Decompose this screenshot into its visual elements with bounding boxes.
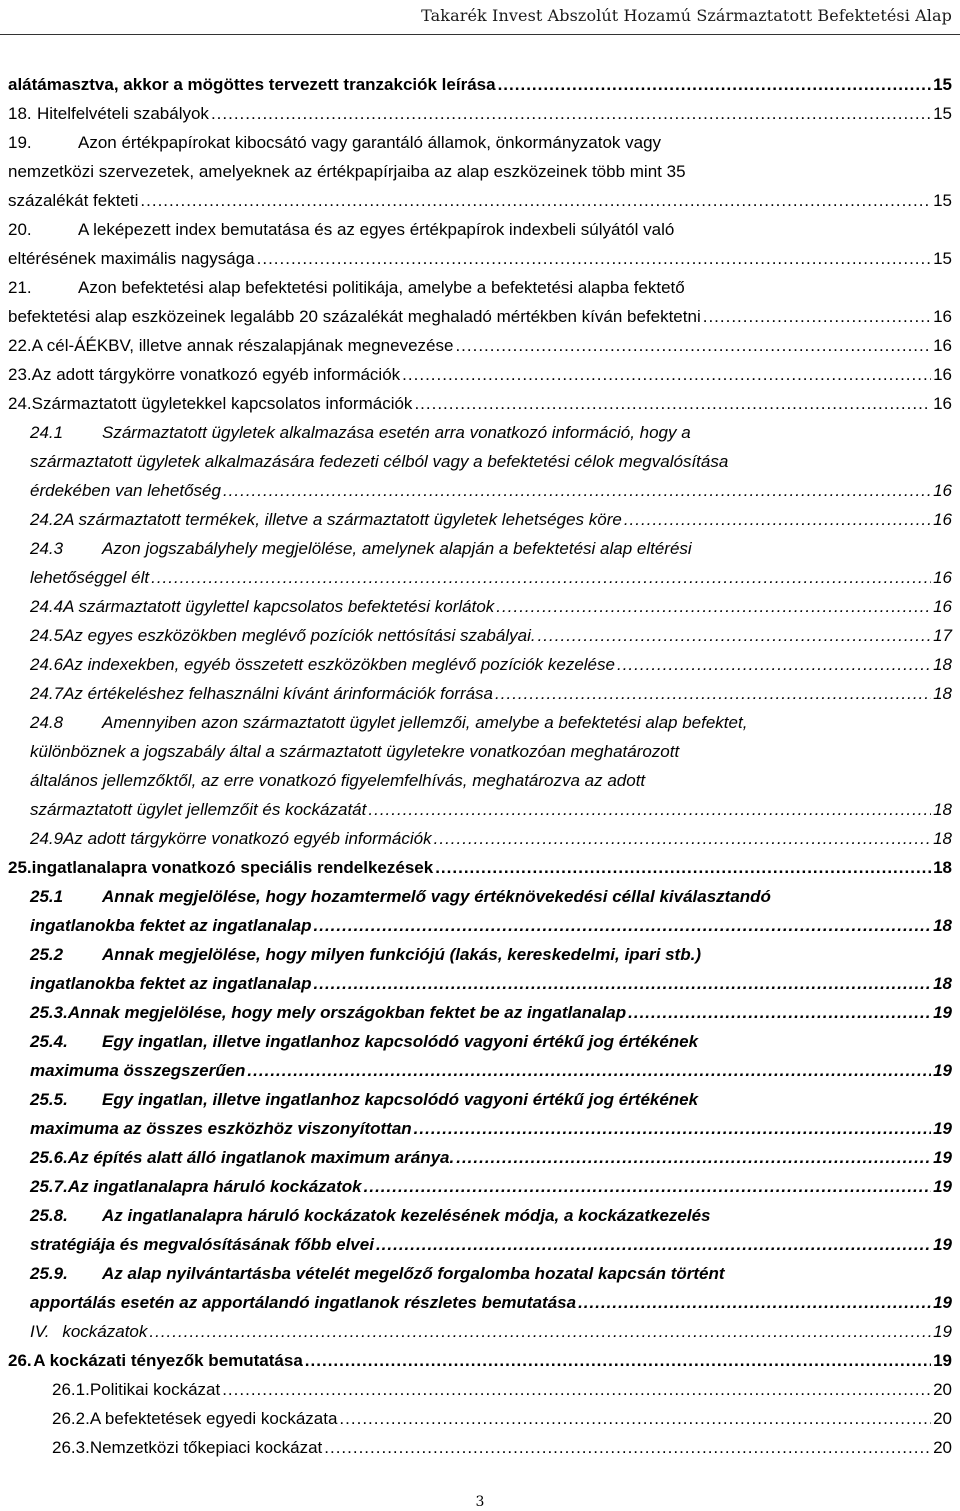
- toc-entry-title: maximuma összegszerűen: [30, 1061, 246, 1080]
- toc-dot-leader: [434, 824, 931, 853]
- toc-entry-number: 20.: [8, 220, 32, 239]
- toc-page-number[interactable]: 18: [933, 858, 952, 877]
- toc-dot-leader: [414, 389, 931, 418]
- toc-entry[interactable]: [0, 273, 960, 331]
- toc-entry-title: A származtatott termékek, illetve a származtatott ügyletek lehetséges köre: [63, 510, 622, 529]
- toc-entry-line: [30, 1259, 952, 1288]
- toc-entry-line: [30, 1230, 952, 1259]
- toc-entry[interactable]: [0, 1201, 960, 1259]
- toc-entry[interactable]: [0, 70, 960, 99]
- toc-entry[interactable]: [0, 679, 960, 708]
- toc-entry-title: ingatlanokba fektet az ingatlanalap: [30, 974, 312, 993]
- toc-dot-leader: [314, 911, 932, 940]
- toc-entry-line: [8, 128, 952, 157]
- toc-page-number[interactable]: 19: [933, 1119, 952, 1138]
- toc-entry-title: Az egyes eszközökben meglévő pozíciók nettósítási szabályai.: [63, 626, 536, 645]
- toc-entry-line: [8, 302, 952, 331]
- toc-entry-number: 26.1.: [52, 1380, 90, 1399]
- toc-page-number[interactable]: 18: [933, 974, 952, 993]
- toc-page-number[interactable]: 15: [933, 104, 952, 123]
- toc-page-number[interactable]: 19: [933, 1293, 952, 1312]
- toc-entry-title: érdekében van lehetőség: [30, 481, 221, 500]
- toc-entry[interactable]: [0, 1259, 960, 1317]
- toc-dot-leader: [538, 621, 932, 650]
- toc-page-number[interactable]: 18: [933, 684, 952, 703]
- toc-entry-title: lehetőséggel élt: [30, 568, 150, 587]
- toc-dot-leader: [402, 360, 931, 389]
- toc-dot-leader: [617, 650, 931, 679]
- toc-entry-number: 21.: [8, 278, 32, 297]
- toc-entry-number: 24.: [8, 394, 32, 413]
- toc-entry-number: 25.2: [30, 945, 64, 964]
- toc-entry[interactable]: [0, 998, 960, 1027]
- toc-entry[interactable]: [0, 592, 960, 621]
- toc-entry-title: Amennyiben azon származtatott ügylet jellemzői, amelybe a befektetési alap befektet,: [102, 713, 748, 732]
- toc-entry-title: apportálás esetén az apportálandó ingatlanok részletes bemutatása: [30, 1293, 577, 1312]
- toc-entry-title: stratégiája és megvalósításának főbb elvei: [30, 1235, 374, 1254]
- toc-entry[interactable]: [0, 360, 960, 389]
- toc-dot-leader: [628, 998, 931, 1027]
- toc-entry-number: 24.7: [30, 684, 64, 703]
- toc-dot-leader: [247, 1056, 931, 1085]
- toc-entry-line: [30, 476, 952, 505]
- toc-entry-line: [30, 824, 952, 853]
- toc-entry-title: A kockázati tényezők bemutatása: [33, 1351, 303, 1370]
- toc-entry-number: 24.3: [30, 539, 64, 558]
- toc-entry[interactable]: [0, 650, 960, 679]
- toc-entry[interactable]: [0, 215, 960, 273]
- toc-entry-number: 25.: [8, 858, 32, 877]
- toc-page-number[interactable]: 19: [933, 1322, 952, 1341]
- toc-entry-line: [30, 969, 952, 998]
- toc-dot-leader: [257, 244, 931, 273]
- toc-dot-leader: [455, 331, 931, 360]
- toc-entry-line: [30, 1056, 952, 1085]
- toc-entry-line: [8, 1346, 952, 1375]
- toc-entry-line: [8, 853, 952, 882]
- toc-entry[interactable]: [0, 1346, 960, 1375]
- toc-entry-title: Egy ingatlan, illetve ingatlanhoz kapcsolódó vagyoni értékű jog értékének: [102, 1032, 699, 1051]
- toc-entry-line: [30, 1201, 952, 1230]
- toc-entry[interactable]: [0, 505, 960, 534]
- toc-entry-title: Származtatott ügyletekkel kapcsolatos információk: [31, 394, 413, 413]
- toc-dot-leader: [324, 1433, 931, 1462]
- toc-entry[interactable]: [0, 1143, 960, 1172]
- toc-dot-leader: [435, 853, 931, 882]
- toc-entry-line: [30, 708, 952, 737]
- table-of-contents: [0, 70, 960, 1462]
- toc-entry-number: 26.3.: [52, 1438, 90, 1457]
- toc-entry-line: [8, 215, 952, 244]
- toc-entry-line: [8, 157, 952, 186]
- toc-entry-title: Az ingatlanalapra háruló kockázatok: [67, 1177, 362, 1196]
- toc-entry[interactable]: [0, 1027, 960, 1085]
- toc-dot-leader: [149, 1317, 931, 1346]
- toc-entry-line: [30, 505, 952, 534]
- toc-dot-leader: [364, 1172, 931, 1201]
- toc-entry-number: 25.8.: [30, 1206, 68, 1225]
- toc-entry[interactable]: [0, 534, 960, 592]
- toc-dot-leader: [305, 1346, 931, 1375]
- toc-entry[interactable]: [0, 621, 960, 650]
- toc-entry-line: [30, 1317, 952, 1346]
- toc-entry-title: nemzetközi szervezetek, amelyeknek az értékpapírjaiba az alap eszközeinek több mint 35: [8, 162, 686, 181]
- toc-entry-line: [30, 1143, 952, 1172]
- toc-entry-line: [8, 186, 952, 215]
- toc-entry[interactable]: [0, 331, 960, 360]
- toc-entry-title: általános jellemzőktől, az erre vonatkozó figyelemfelhívás, meghatározva az adott: [30, 771, 646, 790]
- toc-entry-line: [30, 447, 952, 476]
- toc-dot-leader: [456, 1143, 931, 1172]
- toc-entry-title: százalékát fekteti: [8, 191, 139, 210]
- toc-entry[interactable]: [0, 1433, 960, 1462]
- toc-page-number[interactable]: 19: [933, 1235, 952, 1254]
- toc-entry-line: [30, 940, 952, 969]
- toc-entry-number: 24.9: [30, 829, 64, 848]
- toc-page-number[interactable]: 19: [933, 1003, 952, 1022]
- toc-entry-title: ingatlanalapra vonatkozó speciális rendelkezések: [31, 858, 434, 877]
- toc-entry-title: különböznek a jogszabály által a származtatott ügyletekre vonatkozóan meghatározott: [30, 742, 680, 761]
- toc-page-number[interactable]: 16: [933, 481, 952, 500]
- toc-entry[interactable]: [0, 853, 960, 882]
- toc-dot-leader: [211, 99, 931, 128]
- toc-entry-line: [8, 360, 952, 389]
- toc-entry-number: 25.9.: [30, 1264, 68, 1283]
- toc-entry-title: A származtatott ügylettel kapcsolatos befektetési korlátok: [63, 597, 495, 616]
- toc-entry-line: [30, 1288, 952, 1317]
- toc-dot-leader: [376, 1230, 931, 1259]
- toc-entry-title: Annak megjelölése, hogy milyen funkciójú (lakás, kereskedelmi, ipari stb.): [102, 945, 701, 964]
- toc-page-number[interactable]: 16: [933, 597, 952, 616]
- toc-entry-line: [30, 882, 952, 911]
- toc-entry-number: 25.4.: [30, 1032, 68, 1051]
- toc-entry-title: A cél-ÁÉKBV, illetve annak részalapjának megnevezése: [31, 336, 454, 355]
- toc-dot-leader: [314, 969, 932, 998]
- toc-entry-line: [30, 1172, 952, 1201]
- toc-entry-line: [30, 563, 952, 592]
- toc-entry-title: alátámasztva, akkor a mögöttes tervezett tranzakciók leírása: [8, 75, 496, 94]
- toc-entry[interactable]: [0, 418, 960, 505]
- toc-dot-leader: [496, 592, 931, 621]
- toc-entry-title: kockázatok: [62, 1322, 148, 1341]
- toc-entry-line: [8, 331, 952, 360]
- toc-entry[interactable]: [0, 1085, 960, 1143]
- toc-entry-number: 19.: [8, 133, 32, 152]
- toc-entry-number: 23.: [8, 365, 32, 384]
- toc-entry-title: Azon jogszabályhely megjelölése, amelynek alapján a befektetési alap eltérési: [102, 539, 692, 558]
- toc-page-number[interactable]: 19: [933, 1351, 952, 1370]
- toc-entry[interactable]: [0, 708, 960, 824]
- toc-dot-leader: [495, 679, 931, 708]
- toc-entry-title: Az alap nyilvántartásba vételét megelőző forgalomba hozatal kapcsán történt: [102, 1264, 725, 1283]
- toc-entry-line: [30, 1114, 952, 1143]
- toc-entry[interactable]: [0, 882, 960, 940]
- toc-page-number[interactable]: 19: [933, 1148, 952, 1167]
- toc-page-number[interactable]: 16: [933, 394, 952, 413]
- toc-entry-number: 25.6.: [30, 1148, 68, 1167]
- toc-page-number[interactable]: 15: [933, 249, 952, 268]
- toc-entry-title: Annak megjelölése, hogy hozamtermelő vagy értéknövekedési céllal kiválasztandó: [102, 887, 771, 906]
- toc-entry-line: [30, 621, 952, 650]
- toc-entry-title: Az építés alatt álló ingatlanok maximum aránya.: [67, 1148, 455, 1167]
- toc-entry-title: A leképezett index bemutatása és az egyes értékpapírok indexbeli súlyától való: [78, 220, 675, 239]
- toc-entry[interactable]: [0, 1317, 960, 1346]
- toc-entry-title: Származtatott ügyletek alkalmazása esetén arra vonatkozó információ, hogy a: [102, 423, 691, 442]
- toc-entry-title: befektetési alap eszközeinek legalább 20 százalékát meghaladó mértékben kíván befektetni: [8, 307, 701, 326]
- toc-page-number[interactable]: 18: [933, 916, 952, 935]
- toc-entry-line: [30, 998, 952, 1027]
- toc-page-number[interactable]: 16: [933, 568, 952, 587]
- toc-page-number[interactable]: 17: [933, 626, 952, 645]
- toc-entry-title: származtatott ügylet jellemzőit és kockázatát: [30, 800, 367, 819]
- toc-entry-number: 26.2.: [52, 1409, 90, 1428]
- page-number: 3: [475, 1494, 485, 1510]
- toc-dot-leader: [368, 795, 931, 824]
- toc-entry-number: 18.: [8, 104, 32, 123]
- toc-dot-leader: [339, 1404, 931, 1433]
- toc-page-number[interactable]: 20: [933, 1438, 952, 1457]
- toc-entry[interactable]: [0, 824, 960, 853]
- toc-entry-title: Nemzetközi tőkepiaci kockázat: [89, 1438, 323, 1457]
- toc-entry-line: [30, 737, 952, 766]
- toc-entry-title: ingatlanokba fektet az ingatlanalap: [30, 916, 312, 935]
- toc-page-number[interactable]: 16: [933, 307, 952, 326]
- toc-entry-number: 24.5: [30, 626, 64, 645]
- toc-entry-line: [8, 273, 952, 302]
- toc-entry-line: [30, 418, 952, 447]
- toc-entry-number: 25.5.: [30, 1090, 68, 1109]
- toc-entry-title: eltérésének maximális nagysága: [8, 249, 255, 268]
- header-rule: [0, 34, 960, 35]
- toc-dot-leader: [223, 476, 931, 505]
- toc-entry-title: A befektetések egyedi kockázata: [89, 1409, 338, 1428]
- toc-page-number[interactable]: 20: [933, 1409, 952, 1428]
- toc-entry-title: Azon befektetési alap befektetési politikája, amelybe a befektetési alapba fektető: [78, 278, 685, 297]
- toc-page-number[interactable]: 18: [933, 829, 952, 848]
- toc-entry-title: Politikai kockázat: [89, 1380, 221, 1399]
- toc-entry[interactable]: [0, 1375, 960, 1404]
- toc-entry-title: Egy ingatlan, illetve ingatlanhoz kapcsolódó vagyoni értékű jog értékének: [102, 1090, 699, 1109]
- toc-entry-number: 24.4: [30, 597, 64, 616]
- toc-entry-line: [30, 592, 952, 621]
- toc-entry-title: Annak megjelölése, hogy mely országokban fektet be az ingatlanalap: [67, 1003, 627, 1022]
- toc-entry-title: Az ingatlanalapra háruló kockázatok kezelésének módja, a kockázatkezelés: [102, 1206, 711, 1225]
- toc-entry-line: [30, 911, 952, 940]
- toc-dot-leader: [703, 302, 931, 331]
- toc-page-number[interactable]: 19: [933, 1177, 952, 1196]
- toc-dot-leader: [498, 70, 932, 99]
- toc-entry[interactable]: [0, 128, 960, 215]
- toc-entry-line: [8, 99, 952, 128]
- toc-entry-line: [30, 1085, 952, 1114]
- toc-entry-line: [52, 1375, 952, 1404]
- toc-page-number[interactable]: 16: [933, 510, 952, 529]
- toc-entry[interactable]: [0, 99, 960, 128]
- toc-entry-number: 25.7.: [30, 1177, 68, 1196]
- toc-entry[interactable]: [0, 1172, 960, 1201]
- toc-entry-line: [30, 1027, 952, 1056]
- toc-dot-leader: [578, 1288, 931, 1317]
- toc-entry-line: [30, 534, 952, 563]
- toc-entry-number: 24.6: [30, 655, 64, 674]
- toc-entry-number: IV.: [30, 1322, 50, 1341]
- toc-dot-leader: [151, 563, 931, 592]
- toc-entry-number: 24.2: [30, 510, 64, 529]
- toc-entry-line: [52, 1404, 952, 1433]
- toc-page-number[interactable]: 18: [933, 800, 952, 819]
- toc-page-number[interactable]: 16: [933, 336, 952, 355]
- toc-entry-number: 22.: [8, 336, 32, 355]
- toc-entry-number: 26.: [8, 1351, 32, 1370]
- toc-page-number[interactable]: 19: [933, 1061, 952, 1080]
- toc-entry-title: származtatott ügyletek alkalmazására fedezeti célból vagy a befektetési célok megvalósítása: [30, 452, 729, 471]
- toc-entry[interactable]: [0, 389, 960, 418]
- toc-dot-leader: [624, 505, 931, 534]
- toc-entry-line: [30, 795, 952, 824]
- toc-entry[interactable]: [0, 940, 960, 998]
- toc-page-number[interactable]: 15: [933, 191, 952, 210]
- toc-page-number[interactable]: 15: [933, 75, 952, 94]
- toc-entry-title: maximuma az összes eszközhöz viszonyítottan: [30, 1119, 412, 1138]
- toc-entry-number: 25.3.: [30, 1003, 68, 1022]
- toc-page-number[interactable]: 16: [933, 365, 952, 384]
- toc-entry[interactable]: [0, 1404, 960, 1433]
- toc-entry-title: Az adott tárgykörre vonatkozó egyéb információk: [31, 365, 401, 384]
- toc-entry-title: Az indexekben, egyéb összetett eszközökben meglévő pozíciók kezelése: [63, 655, 615, 674]
- toc-dot-leader: [414, 1114, 931, 1143]
- toc-dot-leader: [140, 186, 931, 215]
- toc-entry-number: 24.8: [30, 713, 64, 732]
- toc-entry-number: 24.1: [30, 423, 64, 442]
- toc-page-number[interactable]: 18: [933, 655, 952, 674]
- toc-entry-line: [52, 1433, 952, 1462]
- toc-entry-title: Hitelfelvételi szabályok: [36, 104, 209, 123]
- header-title: Takarék Invest Abszolút Hozamú Származtatott Befektetési Alap: [421, 6, 952, 25]
- toc-entry-line: [30, 650, 952, 679]
- toc-entry-line: [8, 244, 952, 273]
- toc-entry-title: Az értékeléshez felhasználni kívánt árinformációk forrása: [63, 684, 494, 703]
- toc-entry-title: Azon értékpapírokat kibocsátó vagy garantáló államok, önkormányzatok vagy: [78, 133, 662, 152]
- toc-entry-line: [8, 389, 952, 418]
- toc-entry-line: [30, 679, 952, 708]
- toc-entry-line: [8, 70, 952, 99]
- toc-entry-number: 25.1: [30, 887, 64, 906]
- toc-page-number[interactable]: 20: [933, 1380, 952, 1399]
- page-header: [0, 0, 960, 40]
- toc-entry-title: Az adott tárgykörre vonatkozó egyéb információk: [63, 829, 432, 848]
- toc-entry-line: [30, 766, 952, 795]
- toc-dot-leader: [222, 1375, 931, 1404]
